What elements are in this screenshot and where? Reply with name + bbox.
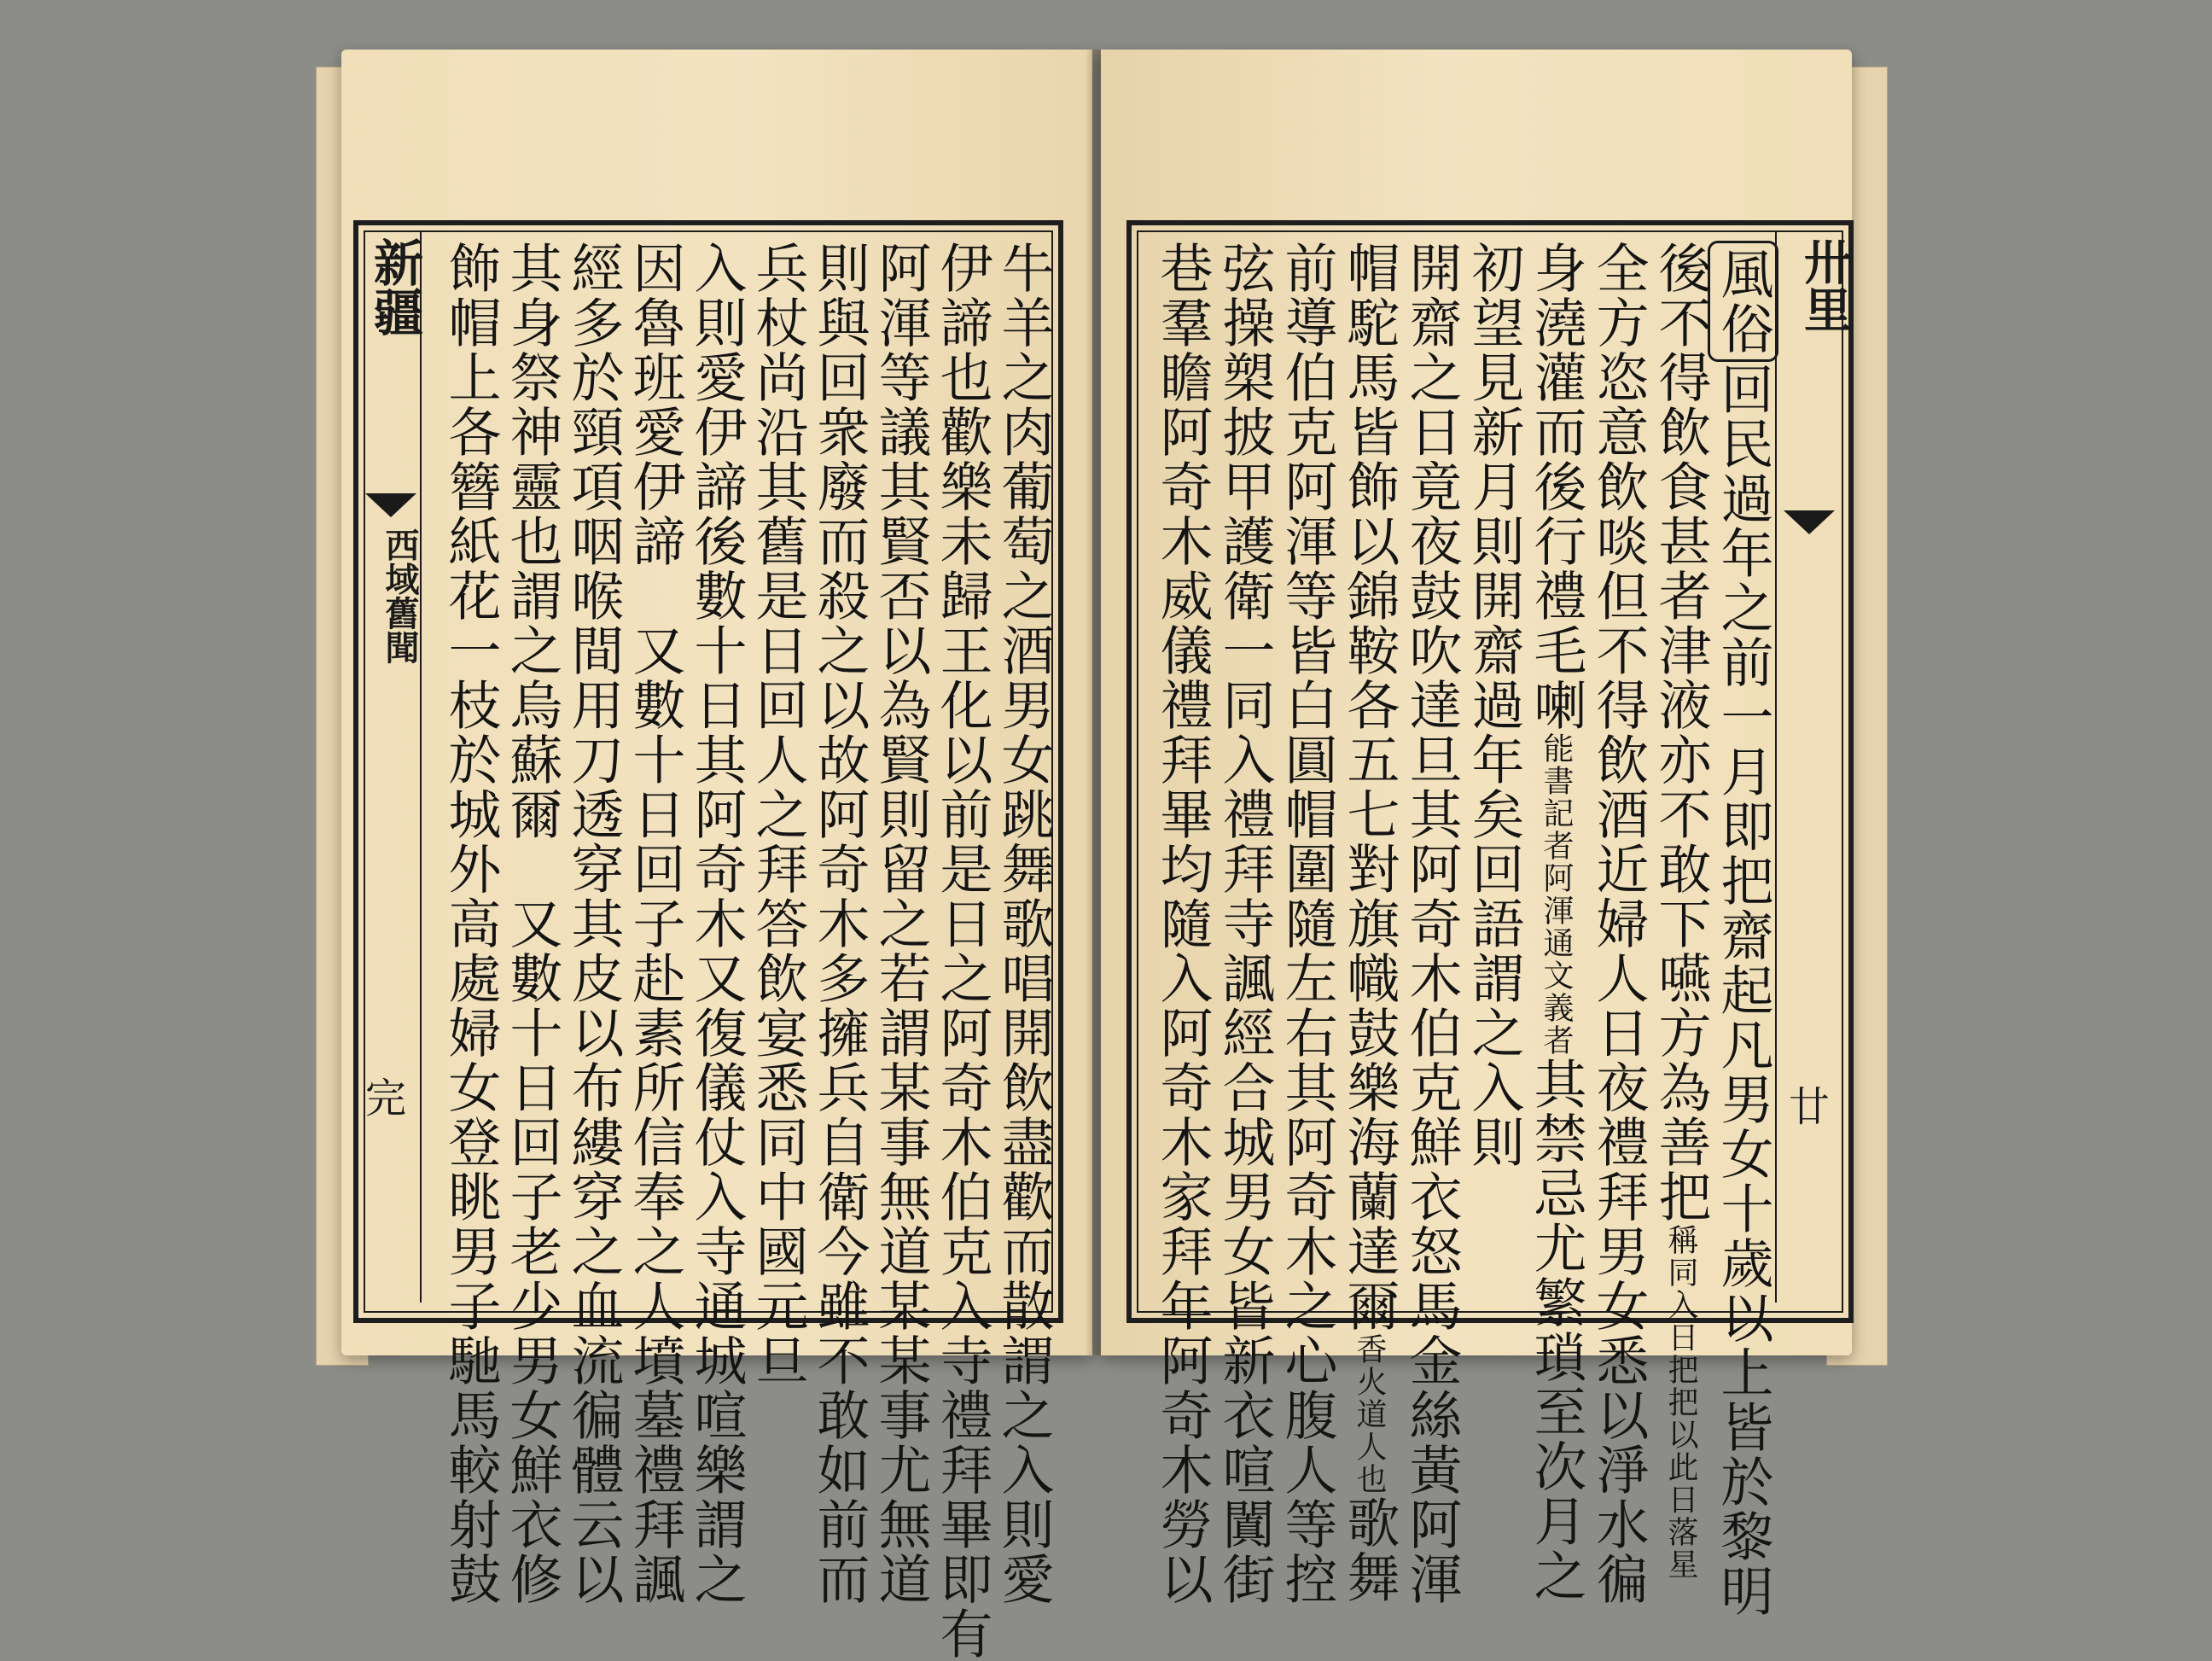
- right-margin-rule: [1775, 230, 1777, 1303]
- left-folio: 完: [365, 1075, 407, 1122]
- right-margin-edge: 卅里: [1796, 237, 1853, 333]
- column-tail-text: 其禁忌尤繁瑣至次月之: [1525, 1057, 1587, 1603]
- right-folio: 廿: [1789, 1083, 1831, 1131]
- interlinear-note: 香火道人也: [1352, 1333, 1387, 1495]
- right-text-block: [1138, 241, 1774, 1618]
- left-text-column: 阿渾等議其賢否以為賢則留之若謂某事無道某某事尤無道: [870, 241, 932, 1606]
- interlinear-note: 能書記者阿渾通文義者: [1539, 732, 1574, 1057]
- left-text-column: 伊諦也歡樂未歸王化以前是日之阿奇木伯克入寺禮拜畢即有: [931, 241, 993, 1661]
- left-section-title: 西域舊聞: [380, 527, 420, 664]
- right-page: [1101, 50, 1853, 1618]
- left-fishtail-mark: [365, 493, 416, 517]
- left-text-column: 其身祭神靈也謂之烏蘇爾 又數十日回子老少男女鮮衣修: [501, 241, 563, 1606]
- open-book: [307, 41, 1895, 1661]
- interlinear-note: 稱同入日把把以此日落星: [1663, 1224, 1698, 1581]
- column-main-text: 身澆灌而後行禮毛喇: [1525, 241, 1587, 732]
- column-main-text: 全方恣意飲啖但不得飲酒近婦人日夜禮拜男女悉以淨水徧: [1587, 241, 1650, 1606]
- section-heading-box: 風俗: [1708, 241, 1778, 362]
- column-main-text: 回民過年之前一月即把齋起凡男女十歲以上皆於黎明: [1712, 362, 1774, 1618]
- left-text-block: [427, 241, 1055, 1661]
- right-fishtail-mark: [1784, 510, 1835, 534]
- left-text-column: 兵杖尚沿其舊是日回人之拜答飲宴悉同中國元旦: [747, 241, 809, 1388]
- column-main-text: 帽駝馬皆飾以錦鞍各五七對旗幟鼓樂海蘭達爾: [1338, 241, 1400, 1333]
- column-main-text: 後不得飲食甚者津液亦不敢下嚥方為善把: [1650, 241, 1712, 1224]
- column-main-text: 初望見新月則開齋過年矣回語謂之入則: [1463, 241, 1525, 1169]
- left-text-column: 入則愛伊諦後數十日其阿奇木又復儀仗入寺通城喧樂謂之: [685, 241, 748, 1606]
- left-text-column: 飾帽上各簪紙花一枝於城外高處婦女登眺男子馳馬較射鼓: [439, 241, 502, 1606]
- left-text-column: 因魯班愛伊諦 又數十日回子赴素所信奉之人墳墓禮拜諷: [624, 241, 686, 1606]
- left-text-column: 牛羊之肉葡萄之酒男女跳舞歌唱開飲盡歡而散謂之入則愛: [992, 241, 1055, 1606]
- left-margin-rule: [420, 230, 422, 1303]
- column-main-text: 巷羣瞻阿奇木威儀禮拜畢均隨入阿奇木家拜年阿奇木勞以: [1151, 241, 1214, 1606]
- column-main-text: 開齋之日竟夜鼓吹達旦其阿奇木伯克鮮衣怒馬金絲黃阿渾: [1400, 241, 1463, 1606]
- column-tail-text: 歌舞: [1338, 1495, 1400, 1605]
- column-main-text: 弦操槊披甲護衛一同入禮拜寺諷經合城男女皆新衣喧闐街: [1214, 241, 1276, 1606]
- right-text-column: [1140, 241, 1214, 1606]
- column-main-text: 前導伯克阿渾等皆白圓帽圍隨左右其阿奇木之心腹人等控: [1276, 241, 1338, 1606]
- left-text-column: 經多於頸項咽喉間用刀透穿其皮以布縷穿之血流徧體云以: [562, 241, 625, 1606]
- left-page: [341, 50, 1092, 1661]
- left-margin-title: 新疆: [365, 237, 423, 336]
- left-text-column: 則與回衆廢而殺之以故阿奇木多擁兵自衛今雖不敢如前而: [808, 241, 870, 1606]
